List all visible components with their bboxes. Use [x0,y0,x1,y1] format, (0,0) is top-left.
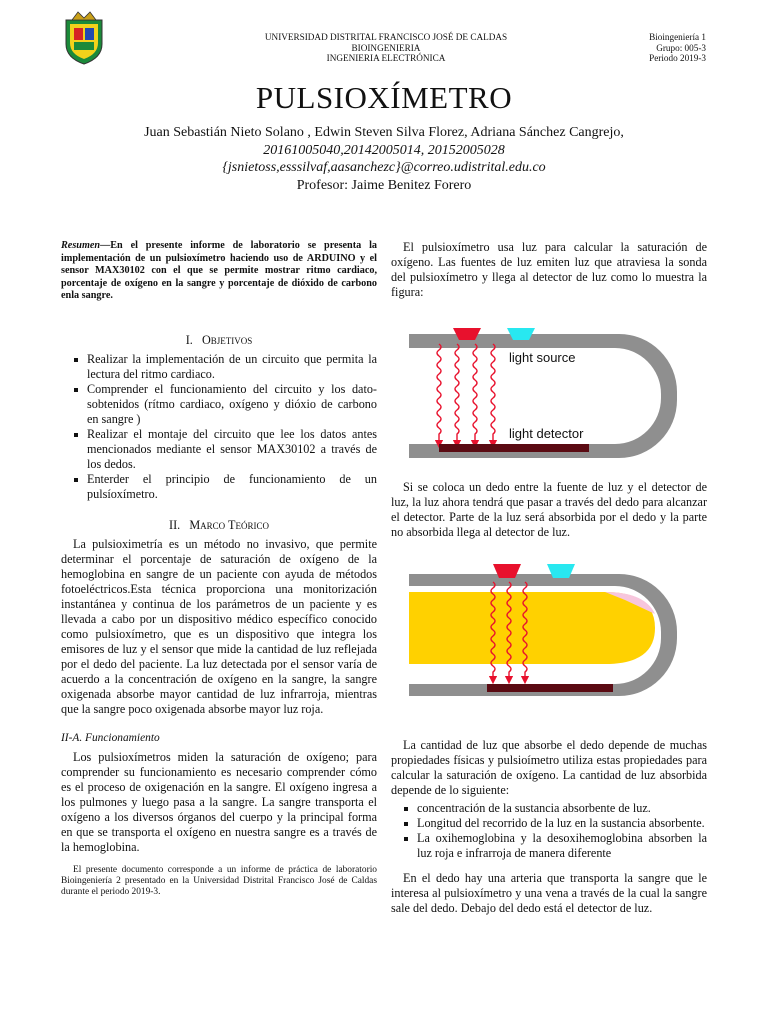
author-block [0,124,768,194]
paragraph-finger: Si se coloca un dedo entre la fuente de luz y el detector de luz, la luz ahora tendrá que pasar a través del dedo para alcanzar el detector. Parte de la luz será absorbida por el dedo y la parte no absorbida llega al detector de luz. [391,480,707,539]
red-light-rays [437,344,495,444]
subsection-heading: II-A. Funcionamiento [61,731,160,744]
list-item: Longitud del recorrido de la luz en la sustancia absorbente. [391,816,707,831]
absorption-factors-list [391,801,707,861]
right-column [391,240,707,916]
author-names: Juan Sebastián Nieto Solano , Edwin Steven Silva Florez, Adriana Sánchez Cangrejo, [144,125,624,140]
finger [409,592,655,664]
author-codes: 20161005040,20142005014, 20152005028 [263,142,505,158]
figure-probe-empty [409,328,689,466]
paper-title: PULSIOXÍMETRO [255,80,513,115]
section-number: I. [185,332,193,347]
left-column [61,240,377,898]
label-light-detector: light detector [509,426,584,441]
paragraph-marco: La pulsioximetría es un método no invasivo, que permite determinar el porcentaje de saturación de oxígeno de la hemoglobina en sangre de un paciente con ayuda de métodos fotoeléctricos.Esta técnica proporciona una monitorización instantánea y continua de los parámetros de un paciente y es llevada a cabo por un dispositivo médico específico conocido como pulsioxímetro, que es un dispositivo que integra los emisores de luz y el sensor que mide la cantidad de luz reflejada por el dedo del paciente. La luz detectada por el sensor varía de acuerdo a la concentración de oxígeno en la sangre, la sangre oxigenada absorbe mayor cantidad de luz infrarroja, mientras que la sangre poco oxigenada absorbe mayor luz roja. [61,536,377,716]
paragraph-intro: El pulsioxímetro usa luz para calcular la saturación de oxígeno. Las fuentes de luz emiten luz que atraviesa la sonda del pulsioxímetro y llega al detector de luz como lo muestra la figura: [391,240,707,299]
objectives-list [61,352,377,502]
header-institution [200,32,572,64]
list-item: La oxihemoglobina y la desoxihemoglobina absorben la luz roja e infrarroja de manera diferente [391,831,707,861]
section-heading-objetivos [61,333,377,348]
list-item: concentración de la sustancia absorbente de luz. [391,801,707,816]
light-detector [439,444,589,452]
paragraph-absorption: La cantidad de luz que absorbe el dedo depende de muchas propiedades físicas y pulsioímetro utiliza estas propiedades para calcular la saturación de oxígeno. La cantidad de luz absorbida depende de lo siguiente: [391,738,707,797]
header-period: Periodo 2019-3 [649,53,706,64]
list-item: Realizar la implementación de un circuito que permita la lectura del ritmo cardiaco. [61,352,377,382]
list-item: Realizar el montaje del circuito que lee los datos antes mencionados mediante el sensor MAX30102 a través de los dedos. [61,427,377,472]
header-program: BIOINGENIERIA [351,42,421,53]
paragraph-funcionamiento: Los pulsioxímetros miden la saturación de oxígeno; para comprender su funcionamiento es necesario comprender cómo es el proceso de oxigenación en la sangre. El oxígeno ingresa a los pulmones y luego pasa a la sangre. La sangre transporta el oxígeno a los diversos órganos del cuerpo y la principal forma en que se transporta el oxígeno en nuestra sangre es a través de la hemoglobina. [61,749,377,854]
list-item: Comprender el funcionamiento del circuito y los dato-sobtenidos (rítmo cardiaco, oxígeno y dióxio de carbono en sangre ) [61,382,377,427]
author-emails: {jsnietoss,esssilvaf,aasanchezc}@correo.udistrital.edu.co [222,160,546,175]
header-group: Grupo: 005-3 [656,42,706,53]
section-title: Marco Teórico [189,517,269,532]
header-university: UNIVERSIDAD DISTRITAL FRANCISCO JOSÉ DE CALDAS [264,32,508,42]
header-engineering: INGENIERIA ELECTRÓNICA [326,53,446,64]
light-detector [487,684,613,692]
section-title: Objetivos [201,332,253,347]
section-heading-marco [61,518,377,533]
paragraph-artery: En el dedo hay una arteria que transporta la sangre que le interesa al pulsioxímetro y una vena a través de la cual la sangre sale del dedo. Debajo del dedo está el detector de luz. [391,871,707,915]
abstract-label: Resumen [61,240,101,251]
header-meta [600,32,706,64]
list-item: Enterder el principio de funcionamiento de un pulsíoxímetro. [61,472,377,502]
section-number: II. [169,517,181,532]
abstract-text: —En el presente informe de laboratorio se presenta la implementación de un pulsioxímetro haciendo uso de ARDUINO y el sensor MAX30102 con el que se permite mostrar ritmo cardiaco, porcentaje de oxígeno en la sangre y porcentaje de dióxido de carbono enla sangre. [61,240,377,302]
abstract [61,240,377,303]
header-course: Bioingeniería 1 [649,32,706,42]
footnote: El presente documento corresponde a un informe de práctica de laboratorio Bioingeniería 2 presentado en la Universidad Distrital Francisco José de Caldas durante el periodo 2019-3. [61,864,377,897]
figure-probe-finger [409,564,689,704]
university-logo [62,10,106,66]
label-light-source: light source [509,350,576,365]
professor: Profesor: Jaime Benitez Forero [296,177,472,193]
